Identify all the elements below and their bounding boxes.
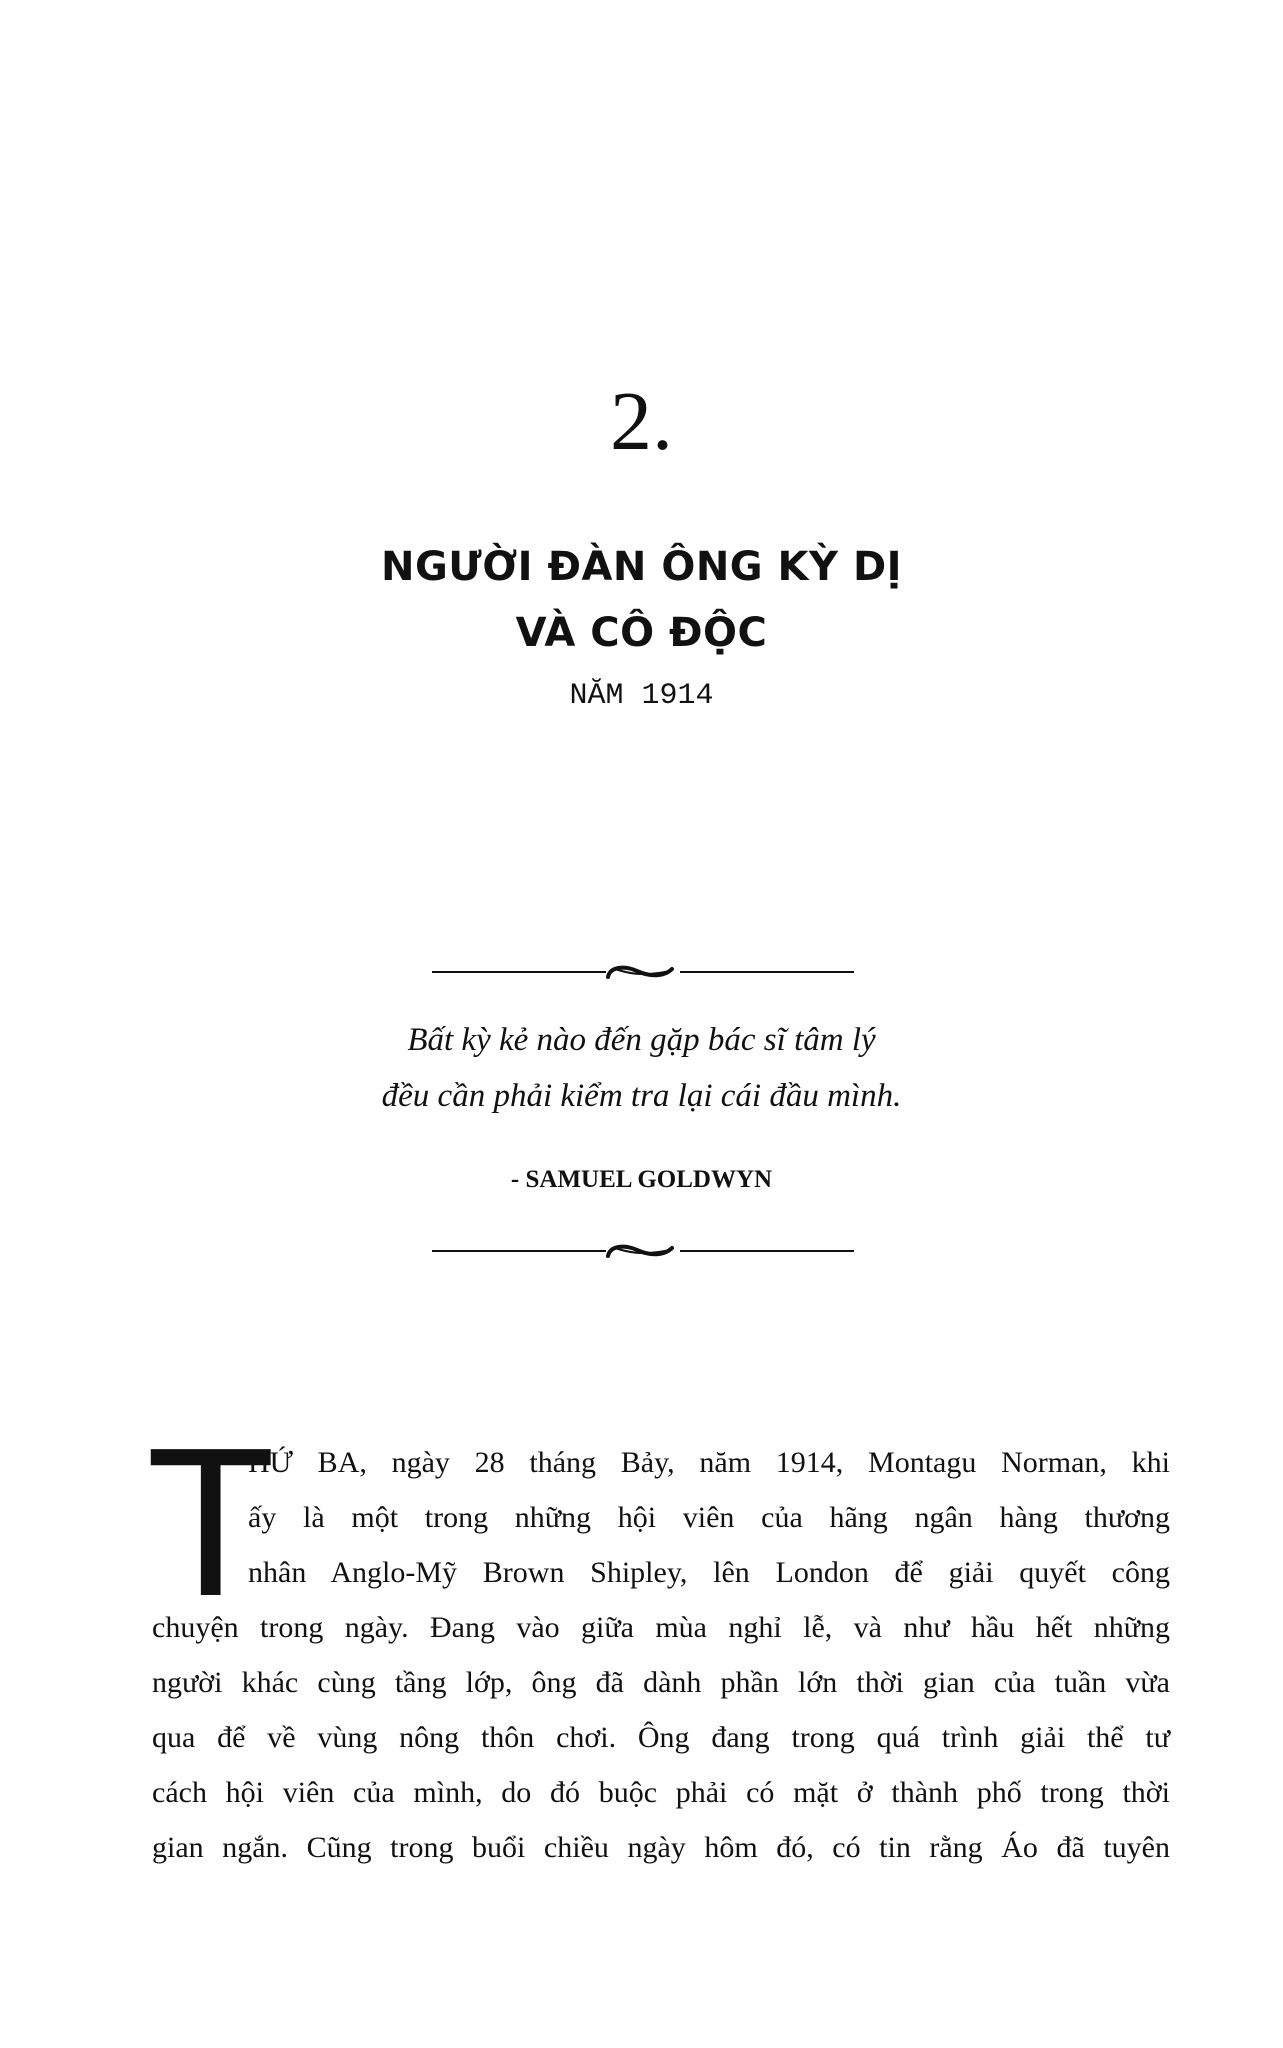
quote-line-1: Bất kỳ kẻ nào đến gặp bác sĩ tâm lý	[407, 1022, 876, 1058]
chapter-title	[0, 534, 1283, 666]
body-line: nhân Anglo-Mỹ Brown Shipley, lên London để giải quyết công	[248, 1556, 1170, 1589]
body-line: cách hội viên của mình, do đó buộc phải có mặt ở thành phố trong thời	[152, 1776, 1170, 1809]
body-line: người khác cùng tầng lớp, ông đã dành phần lớn thời gian của tuần vừa	[152, 1666, 1170, 1699]
swash-divider-icon	[432, 960, 854, 984]
epigraph-attribution: - SAMUEL GOLDWYN	[510, 1166, 773, 1193]
drop-cap: T	[146, 1403, 276, 1640]
ornamental-divider-top	[432, 960, 854, 984]
body-line: HỨ BA, ngày 28 tháng Bảy, năm 1914, Montagu Norman, khi	[248, 1446, 1170, 1479]
chapter-title-line-1: NGƯỜI ĐÀN ÔNG KỲ DỊ	[380, 544, 903, 590]
body-line: ấy là một trong những hội viên của hãng ngân hàng thương	[248, 1501, 1170, 1534]
swash-divider-icon	[432, 1239, 854, 1263]
chapter-year: NĂM 1914	[569, 679, 714, 713]
body-line: chuyện trong ngày. Đang vào giữa mùa nghỉ lễ, và như hầu hết những	[152, 1611, 1170, 1644]
chapter-number: 2.	[610, 375, 673, 468]
quote-line-2: đều cần phải kiểm tra lại cái đầu mình.	[381, 1078, 902, 1114]
body-line: qua để về vùng nông thôn chơi. Ông đang trong quá trình giải thể tư	[152, 1721, 1170, 1754]
body-line: gian ngắn. Cũng trong buổi chiều ngày hôm đó, có tin rằng Áo đã tuyên	[152, 1831, 1170, 1864]
epigraph-quote	[300, 1012, 983, 1124]
chapter-title-line-2: VÀ CÔ ĐỘC	[515, 610, 768, 656]
ornamental-divider-bottom	[432, 1239, 854, 1263]
